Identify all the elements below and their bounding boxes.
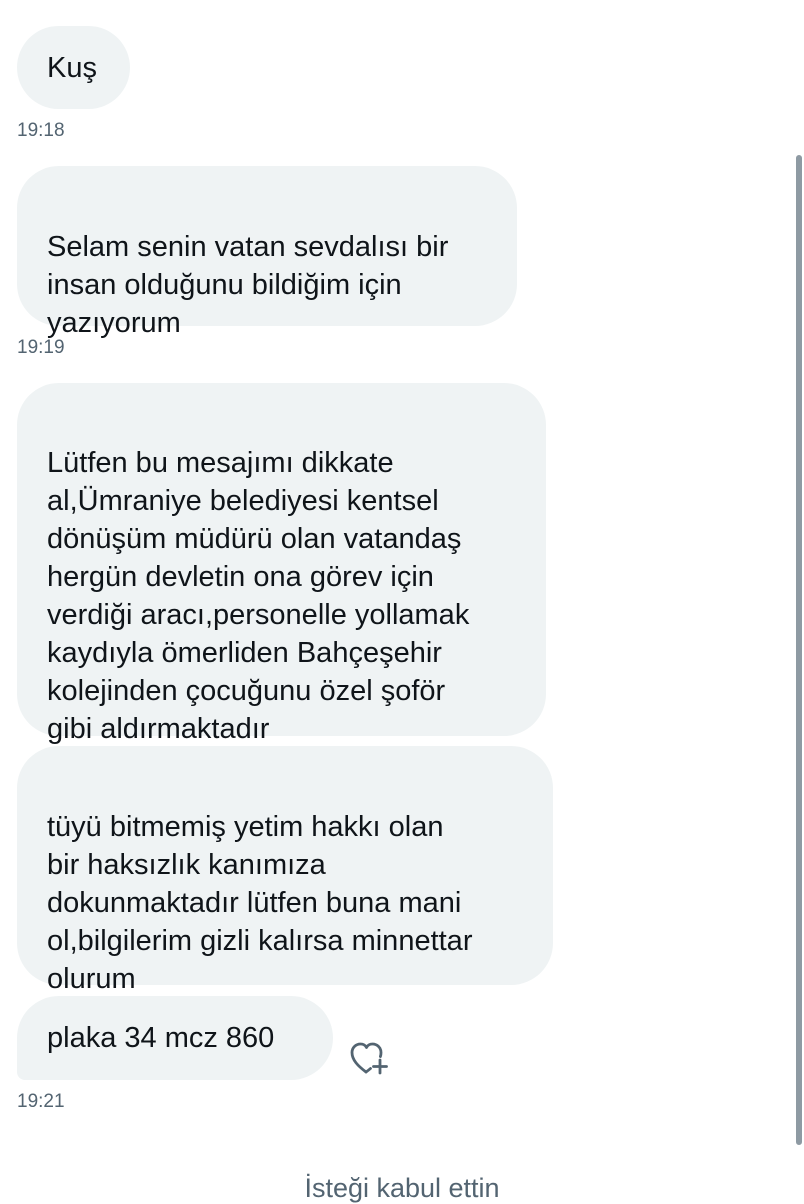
message-text: Kuş (47, 51, 97, 84)
message-bubble[interactable] (17, 26, 130, 109)
message-text: tüyü bitmemiş yetim hakkı olan bir haksızlık kanımıza dokunmaktadır lütfen buna mani ol,bilgilerim gizli kalırsa minnettar olurum (47, 811, 473, 995)
heart-plus-icon[interactable] (349, 1038, 391, 1078)
scrollbar[interactable] (796, 155, 802, 1145)
message-timestamp: 19:18 (17, 120, 65, 141)
message-text: Selam senin vatan sevdalısı bir insan olduğunu bildiğim için yazıyorum (47, 231, 449, 339)
request-accepted-note: İsteği kabul ettin (304, 1173, 500, 1203)
message-bubble[interactable] (17, 996, 333, 1080)
message-timestamp: 19:19 (17, 337, 65, 358)
message-text: plaka 34 mcz 860 (47, 1022, 275, 1054)
message-timestamp: 19:21 (17, 1091, 65, 1112)
message-text: Lütfen bu mesajımı dikkate al,Ümraniye belediyesi kentsel dönüşüm müdürü olan vatandaş hergün devletin ona görev için verdiği aracı,personelle yollamak kaydıyla ömerliden Bahçeşehir kolejinden çocuğunu özel şoför gibi aldırmaktadır (47, 447, 470, 745)
message-bubble[interactable] (17, 166, 517, 339)
message-bubble[interactable] (17, 746, 553, 995)
message-bubble[interactable] (17, 383, 546, 745)
